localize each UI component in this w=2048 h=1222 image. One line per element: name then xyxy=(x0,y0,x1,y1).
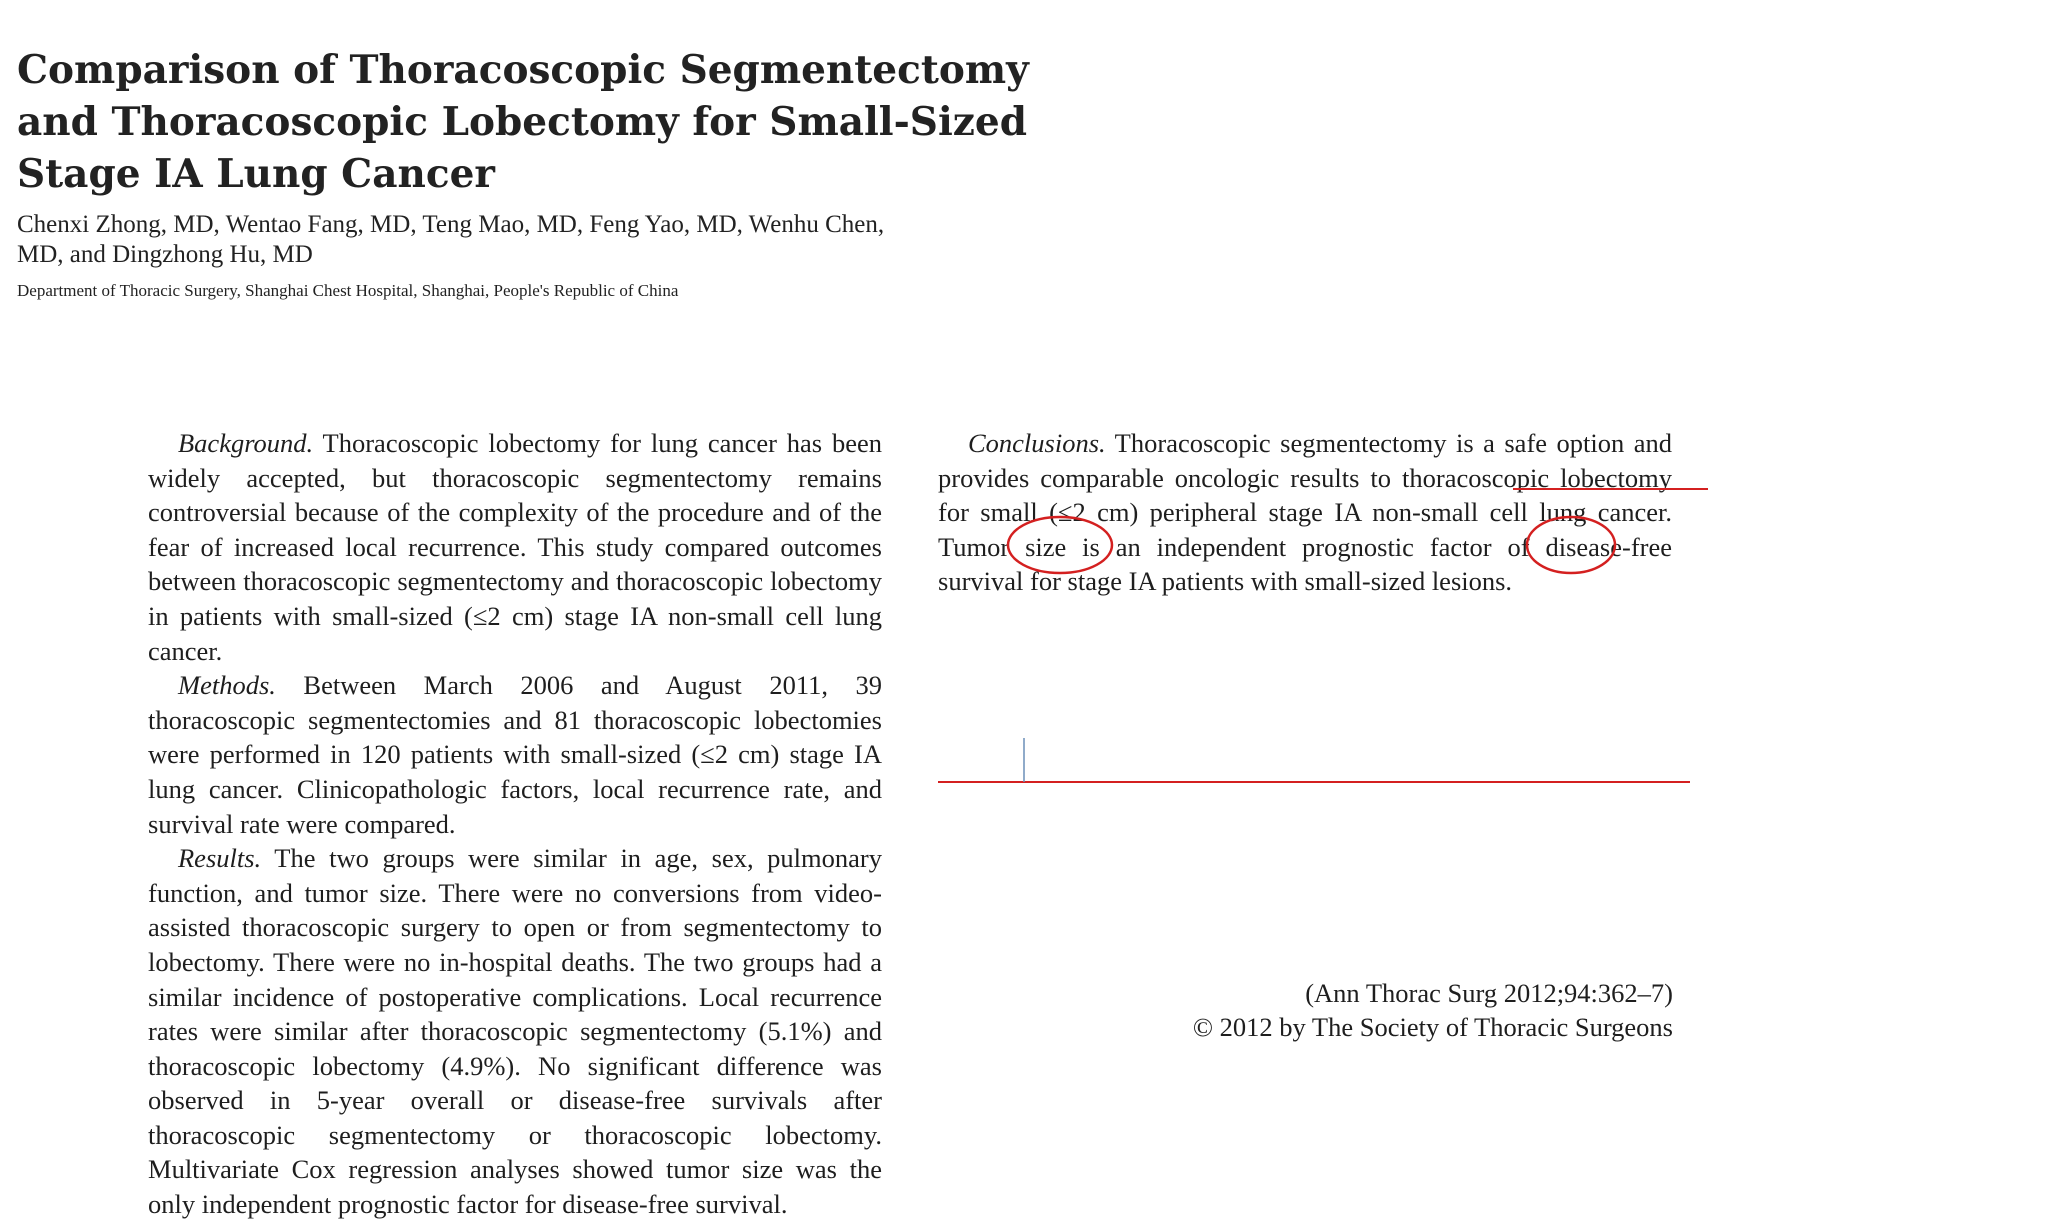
methods-text: Between March 2006 and August 2011, 39 thoracoscopic segmentectomies and 81 thoracoscopic lobectomies were performed in 120 patients with small-sized (≤2 cm) stage IA lung cancer. Clinicopathologic factors, local recurrence rate, and survival rate were compared. xyxy=(148,670,882,839)
journal-citation: (Ann Thorac Surg 2012;94:362–7) xyxy=(1305,978,1673,1008)
background-heading: Background. xyxy=(178,428,314,458)
affiliation: Department of Thoracic Surgery, Shanghai Chest Hospital, Shanghai, People's Republic of China xyxy=(17,281,679,300)
annotation-circle-lobectomy-rate xyxy=(1527,517,1615,573)
paper-title: Comparison of Thoracoscopic Segmentectomy and Thoracoscopic Lobectomy for Small-Sized Stage IA Lung Cancer xyxy=(17,47,1029,197)
methods-heading: Methods. xyxy=(178,670,276,701)
conclusions-text: Thoracoscopic segmentectomy is a safe option and provides comparable oncologic results to thoracoscopic lobectomy for small (≤2 cm) peripheral stage IA non-small cell lung cancer. Tumor size is an independent prognostic factor of disease-free survival for stage IA patients with small-sized lesions. xyxy=(938,428,1672,597)
author-list: Chenxi Zhong, MD, Wentao Fang, MD, Teng Mao, MD, Feng Yao, MD, Wenhu Chen, MD, and Dingzhong Hu, MD xyxy=(17,211,885,268)
results-text: The two groups were similar in age, sex, pulmonary function, and tumor size. There were no conversions from video-assisted thoracoscopic surgery to open or from segmentectomy to lobectomy. There were no in-hospital deaths. The two groups had a similar incidence of postoperative complications. Local recurrence rates were similar after thoracoscopic segmentectomy (5.1%) and thoracoscopic lobectomy (4.9%). No significant difference was observed in 5-year overall or disease-free survivals after thoracoscopic segmentectomy or thoracoscopic lobectomy. Multivariate Cox regression analyses showed tumor size was the only independent prognostic factor for disease-free survival. xyxy=(148,843,882,1220)
annotation-circle-segmentectomy-rate xyxy=(1008,517,1112,573)
results-heading: Results. xyxy=(178,843,262,874)
copyright-notice: © 2012 by The Society of Thoracic Surgeons xyxy=(1192,1012,1673,1042)
conclusions-heading: Conclusions. xyxy=(968,428,1106,458)
background-text: Thoracoscopic lobectomy for lung cancer has been widely accepted, but thoracoscopic segmentectomy remains controversial because of the complexity of the procedure and of the fear of increased local recurrence. This study compared outcomes between thoracoscopic segmentectomy and thoracoscopic lobectomy in patients with small-sized (≤2 cm) stage IA non-small cell lung cancer. xyxy=(148,428,882,666)
